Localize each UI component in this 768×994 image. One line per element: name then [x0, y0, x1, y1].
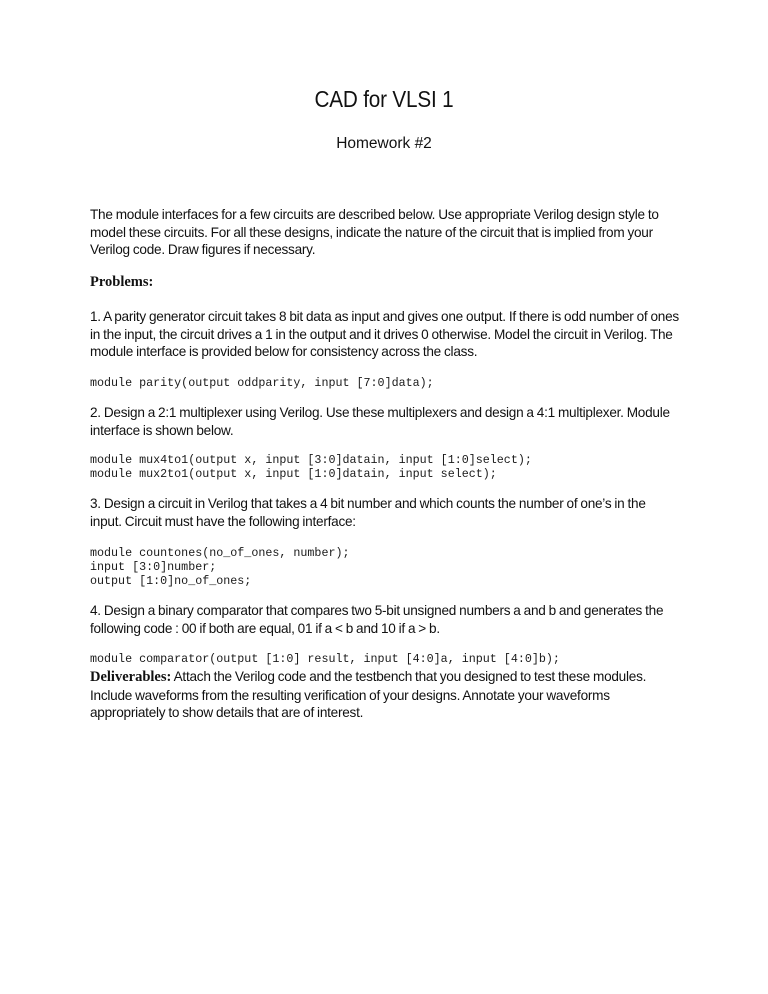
problem-3-code: [90, 546, 350, 588]
problems-heading: Problems:: [90, 274, 154, 290]
deliverables-label: Deliverables:: [90, 669, 172, 685]
code-line: module parity(output oddparity, input [7:0]data);: [90, 376, 434, 390]
problem-1-text: 1. A parity generator circuit takes 8 bit data as input and gives one output. If there is odd number of ones in the input, the circuit drives a 1 in the output and it drives 0 otherwise. Model the circuit in Verilog. The module interface is provided below for consistency across the class.: [90, 309, 679, 359]
code-line: module mux4to1(output x, input [3:0]datain, input [1:0]select);: [90, 453, 532, 467]
problem-2-code: [90, 453, 532, 481]
deliverables-text: Attach the Verilog code and the testbench that you designed to test these modules. Include waveforms from the resulting verification of your designs. Annotate your waveforms appropriately to show details that are of interest.: [90, 669, 647, 720]
code-line: module comparator(output [1:0] result, input [4:0]a, input [4:0]b);: [90, 652, 560, 666]
code-line: module mux2to1(output x, input [1:0]datain, input select);: [90, 467, 497, 481]
problem-2-text: 2. Design a 2:1 multiplexer using Verilog. Use these multiplexers and design a 4:1 multiplexer. Module interface is shown below.: [90, 405, 670, 438]
problem-3-text: 3. Design a circuit in Verilog that takes a 4 bit number and which counts the number of one’s in the input. Circuit must have the following interface:: [90, 496, 646, 529]
problem-4-text: 4. Design a binary comparator that compares two 5-bit unsigned numbers a and b and generates the following code : 00 if both are equal, 01 if a < b and 10 if a > b.: [90, 603, 664, 636]
code-line: input [3:0]number;: [90, 560, 217, 574]
deliverables-paragraph: [90, 668, 680, 722]
problem-4-code: [90, 652, 560, 666]
document-title: CAD for VLSI 1: [314, 86, 454, 112]
document-subtitle: Homework #2: [336, 135, 432, 152]
intro-paragraph: The module interfaces for a few circuits are described below. Use appropriate Verilog design style to model these circuits. For all these designs, indicate the nature of the circuit that is implied from your Verilog code. Draw figures if necessary.: [90, 207, 659, 257]
problem-1-code: [90, 376, 434, 390]
code-line: output [1:0]no_of_ones;: [90, 574, 252, 588]
code-line: module countones(no_of_ones, number);: [90, 546, 350, 560]
